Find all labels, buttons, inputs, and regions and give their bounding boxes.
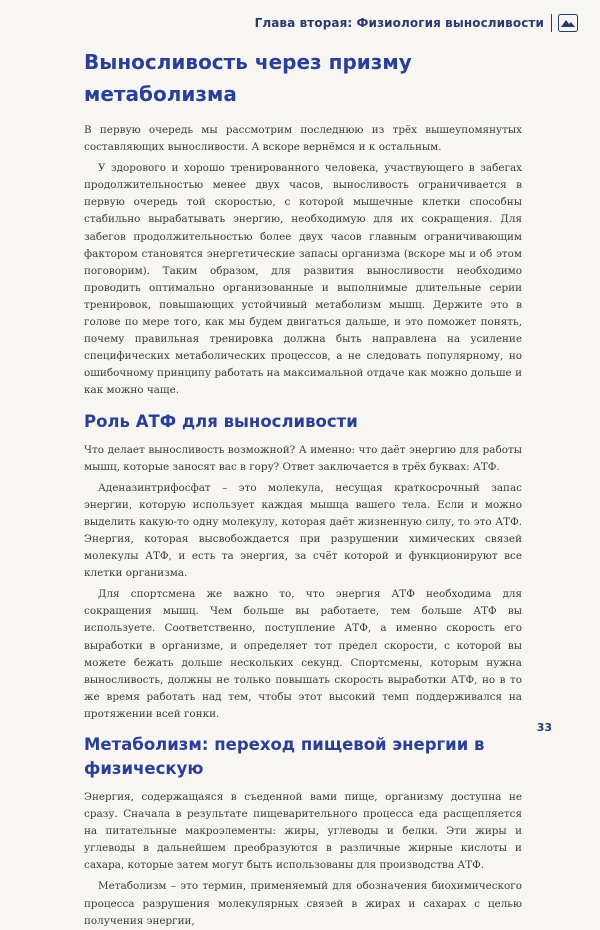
- paragraph: Метаболизм – это термин, применяемый для обозначения биохимического процесса разрушения молекулярных связей в жирах и сахарах с целью получения энергии,: [84, 880, 522, 927]
- header-divider: [551, 14, 552, 32]
- mountain-logo-icon: [558, 14, 578, 32]
- running-title: Глава вторая: Физиология выносливости: [254, 16, 544, 30]
- section-title-conversion: Метаболизм: переход пищевой энергии в физическую: [84, 735, 485, 778]
- paragraph: Энергия, содержащаяся в съеденной вами пище, организму доступна не сразу. Сначала в результате пищеварительного процесса еда расщепляется на питательные макроэлементы: жиры, углеводы и белки. Эти жиры и углеводы в дальнейшем преобразуются в различные жирные кислоты и сахара, которые затем могут быть использованы для производства АТФ.: [84, 791, 522, 872]
- paragraph: Что делает выносливость возможной? А именно: что даёт энергию для работы мышц, которые заносят вас в гору? Ответ заключается в трёх буквах: АТФ.: [84, 443, 522, 473]
- page-body: [84, 40, 522, 930]
- page-number: 33: [536, 721, 552, 734]
- paragraph: Аденазинтрифосфат – это молекула, несущая краткосрочный запас энергии, которую использует каждая мышца вашего тела. Если и можно выделить какую-то одну молекулу, которая даёт жизненную силу, то это АТФ. Энергия, которая высвобождается при разрушении химических связей молекулы АТФ, и есть та энергия, за счёт которой и функционируют все клетки организма.: [84, 481, 522, 580]
- paragraph: В первую очередь мы рассмотрим последнюю из трёх вышеупомянутых составляющих выносливости. А вскоре вернёмся и к остальным.: [84, 124, 522, 154]
- section-title-metabolism: Выносливость через призму метаболизма: [84, 50, 412, 106]
- paragraph: Для спортсмена же важно то, что энергия АТФ необходима для сокращения мышц. Чем больше вы работаете, тем больше АТФ вы используете. Соответственно, поступление АТФ, а именно скорость его выработки в организме, и определяет тот предел скорости, с которой вы можете бежать дольше нескольких секунд. Спортсмены, которым нужна выносливость, должны не только повышать скорость выработки АТФ, но в то же время работать над тем, чтобы этот высокий темп поддерживался на протяжении всей гонки.: [84, 588, 522, 720]
- paragraph: У здорового и хорошо тренированного человека, участвующего в забегах продолжительностью менее двух часов, выносливость ограничивается в первую очередь той скоростью, с которой мышечные клетки способны стабильно вырабатывать энергию, необходимую для их сокращения. Для забегов продолжительностью более двух часов главным ограничивающим фактором становятся энергетические запасы организма (вскоре мы и об этом поговорим). Таким образом, для развития выносливости необходимо проводить оптимально организованные и выполнимые длительные серии тренировок, повышающих устойчивый метаболизм мышц. Держите это в голове по мере того, как мы будем двигаться дальше, и это поможет понять, почему правильная тренировка должна быть направлена на усиление специфических метаболических процессов, а не следовать популярному, но ошибочному принципу работать на максимальной отдаче как можно дольше и как можно чаще.: [84, 162, 522, 397]
- section-title-atp: Роль АТФ для выносливости: [84, 411, 358, 431]
